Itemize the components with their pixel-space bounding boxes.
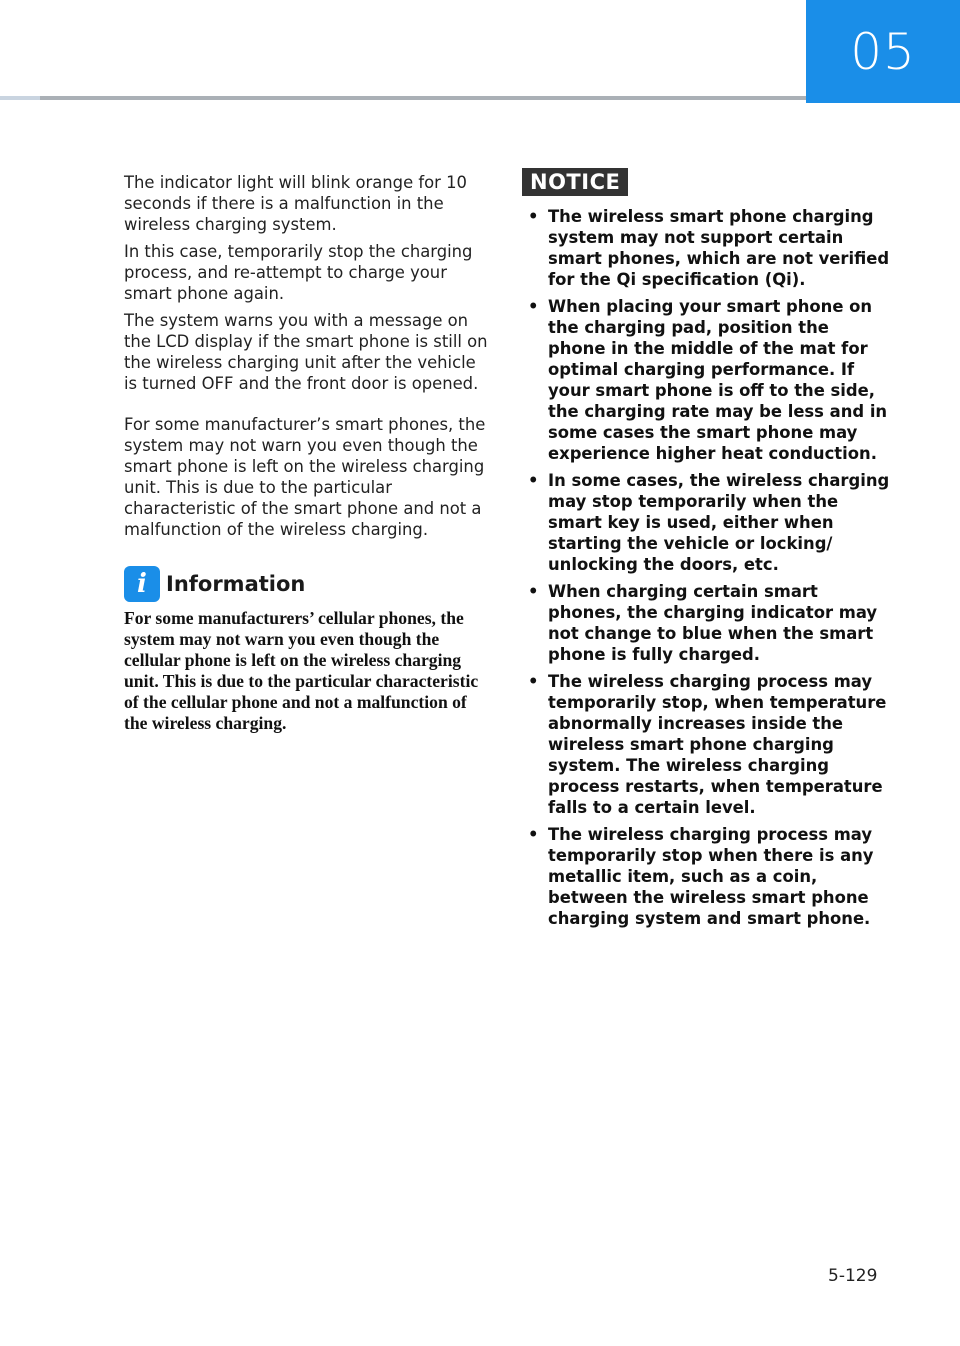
paragraph-manufacturer: For some manufacturer’s smart phones, the system may not warn you even though the smart phone is left on the wireless charging unit. This is due to the particular characteristic of the smart phone and not a malfunction of the wireless charging. xyxy=(124,415,486,539)
notice-item-text: When placing your smart phone on the charging pad, position the phone in the middle of the mat for optimal charging performance. If your smart phone is off to the side, the charging rate may be less and in some cases the smart phone may experience higher heat conduction. xyxy=(548,297,888,463)
header-rule xyxy=(0,96,806,100)
notice-item-text: When charging certain smart phones, the charging indicator may not change to blue when the smart phone is fully charged. xyxy=(548,582,878,664)
information-heading xyxy=(124,566,490,602)
bullet: • xyxy=(528,582,539,601)
bullet: • xyxy=(528,825,539,844)
information-body: For some manufacturers’ cellular phones, the system may not warn you even though the cellular phone is left on the wireless charging unit. This is due to the particular characteristic of the cellular phone and not a malfunction of the wireless charging. xyxy=(124,608,479,733)
bullet: • xyxy=(528,297,539,316)
notice-item-text: The wireless charging process may temporarily stop when there is any metallic item, such as a coin, between the wireless smart phone charging system and smart phone. xyxy=(548,825,874,928)
notice-item-text: In some cases, the wireless charging may stop temporarily when the smart key is used, either when starting the vehicle or locking/ unlocking the doors, etc. xyxy=(548,471,890,574)
notice-item xyxy=(522,581,890,665)
notice-list xyxy=(522,206,890,929)
info-icon xyxy=(124,566,160,602)
chapter-tab xyxy=(806,0,960,103)
information-title: Information xyxy=(166,572,306,596)
bullet: • xyxy=(528,471,539,490)
paragraph-lcd-warning: The system warns you with a message on the LCD display if the smart phone is still on the wireless charging unit after the vehicle is turned OFF and the front door is opened. xyxy=(124,311,488,393)
notice-label: NOTICE xyxy=(522,168,628,196)
notice-item xyxy=(522,671,890,818)
notice-item xyxy=(522,470,890,575)
info-icon-glyph: i xyxy=(137,569,147,599)
notice-item xyxy=(522,296,890,464)
notice-item-text: The wireless charging process may temporarily stop, when temperature abnormally increases inside the wireless smart phone charging system. The wireless charging process restarts, when temperature falls to a certain level. xyxy=(548,672,887,817)
paragraph-retry: In this case, temporarily stop the charging process, and re-attempt to charge your smart phone again. xyxy=(124,242,473,303)
left-column xyxy=(124,172,490,734)
page-number: 5-129 xyxy=(828,1266,878,1286)
bullet: • xyxy=(528,672,539,691)
bullet: • xyxy=(528,207,539,226)
notice-item-text: The wireless smart phone charging system may not support certain smart phones, which are not verified for the Qi specification (Qi). xyxy=(548,207,890,289)
paragraph-indicator: The indicator light will blink orange for 10 seconds if there is a malfunction in the wireless charging system. xyxy=(124,173,467,234)
notice-item xyxy=(522,824,890,929)
notice-item xyxy=(522,206,890,290)
chapter-number: 05 xyxy=(850,22,916,81)
right-column xyxy=(522,168,890,935)
